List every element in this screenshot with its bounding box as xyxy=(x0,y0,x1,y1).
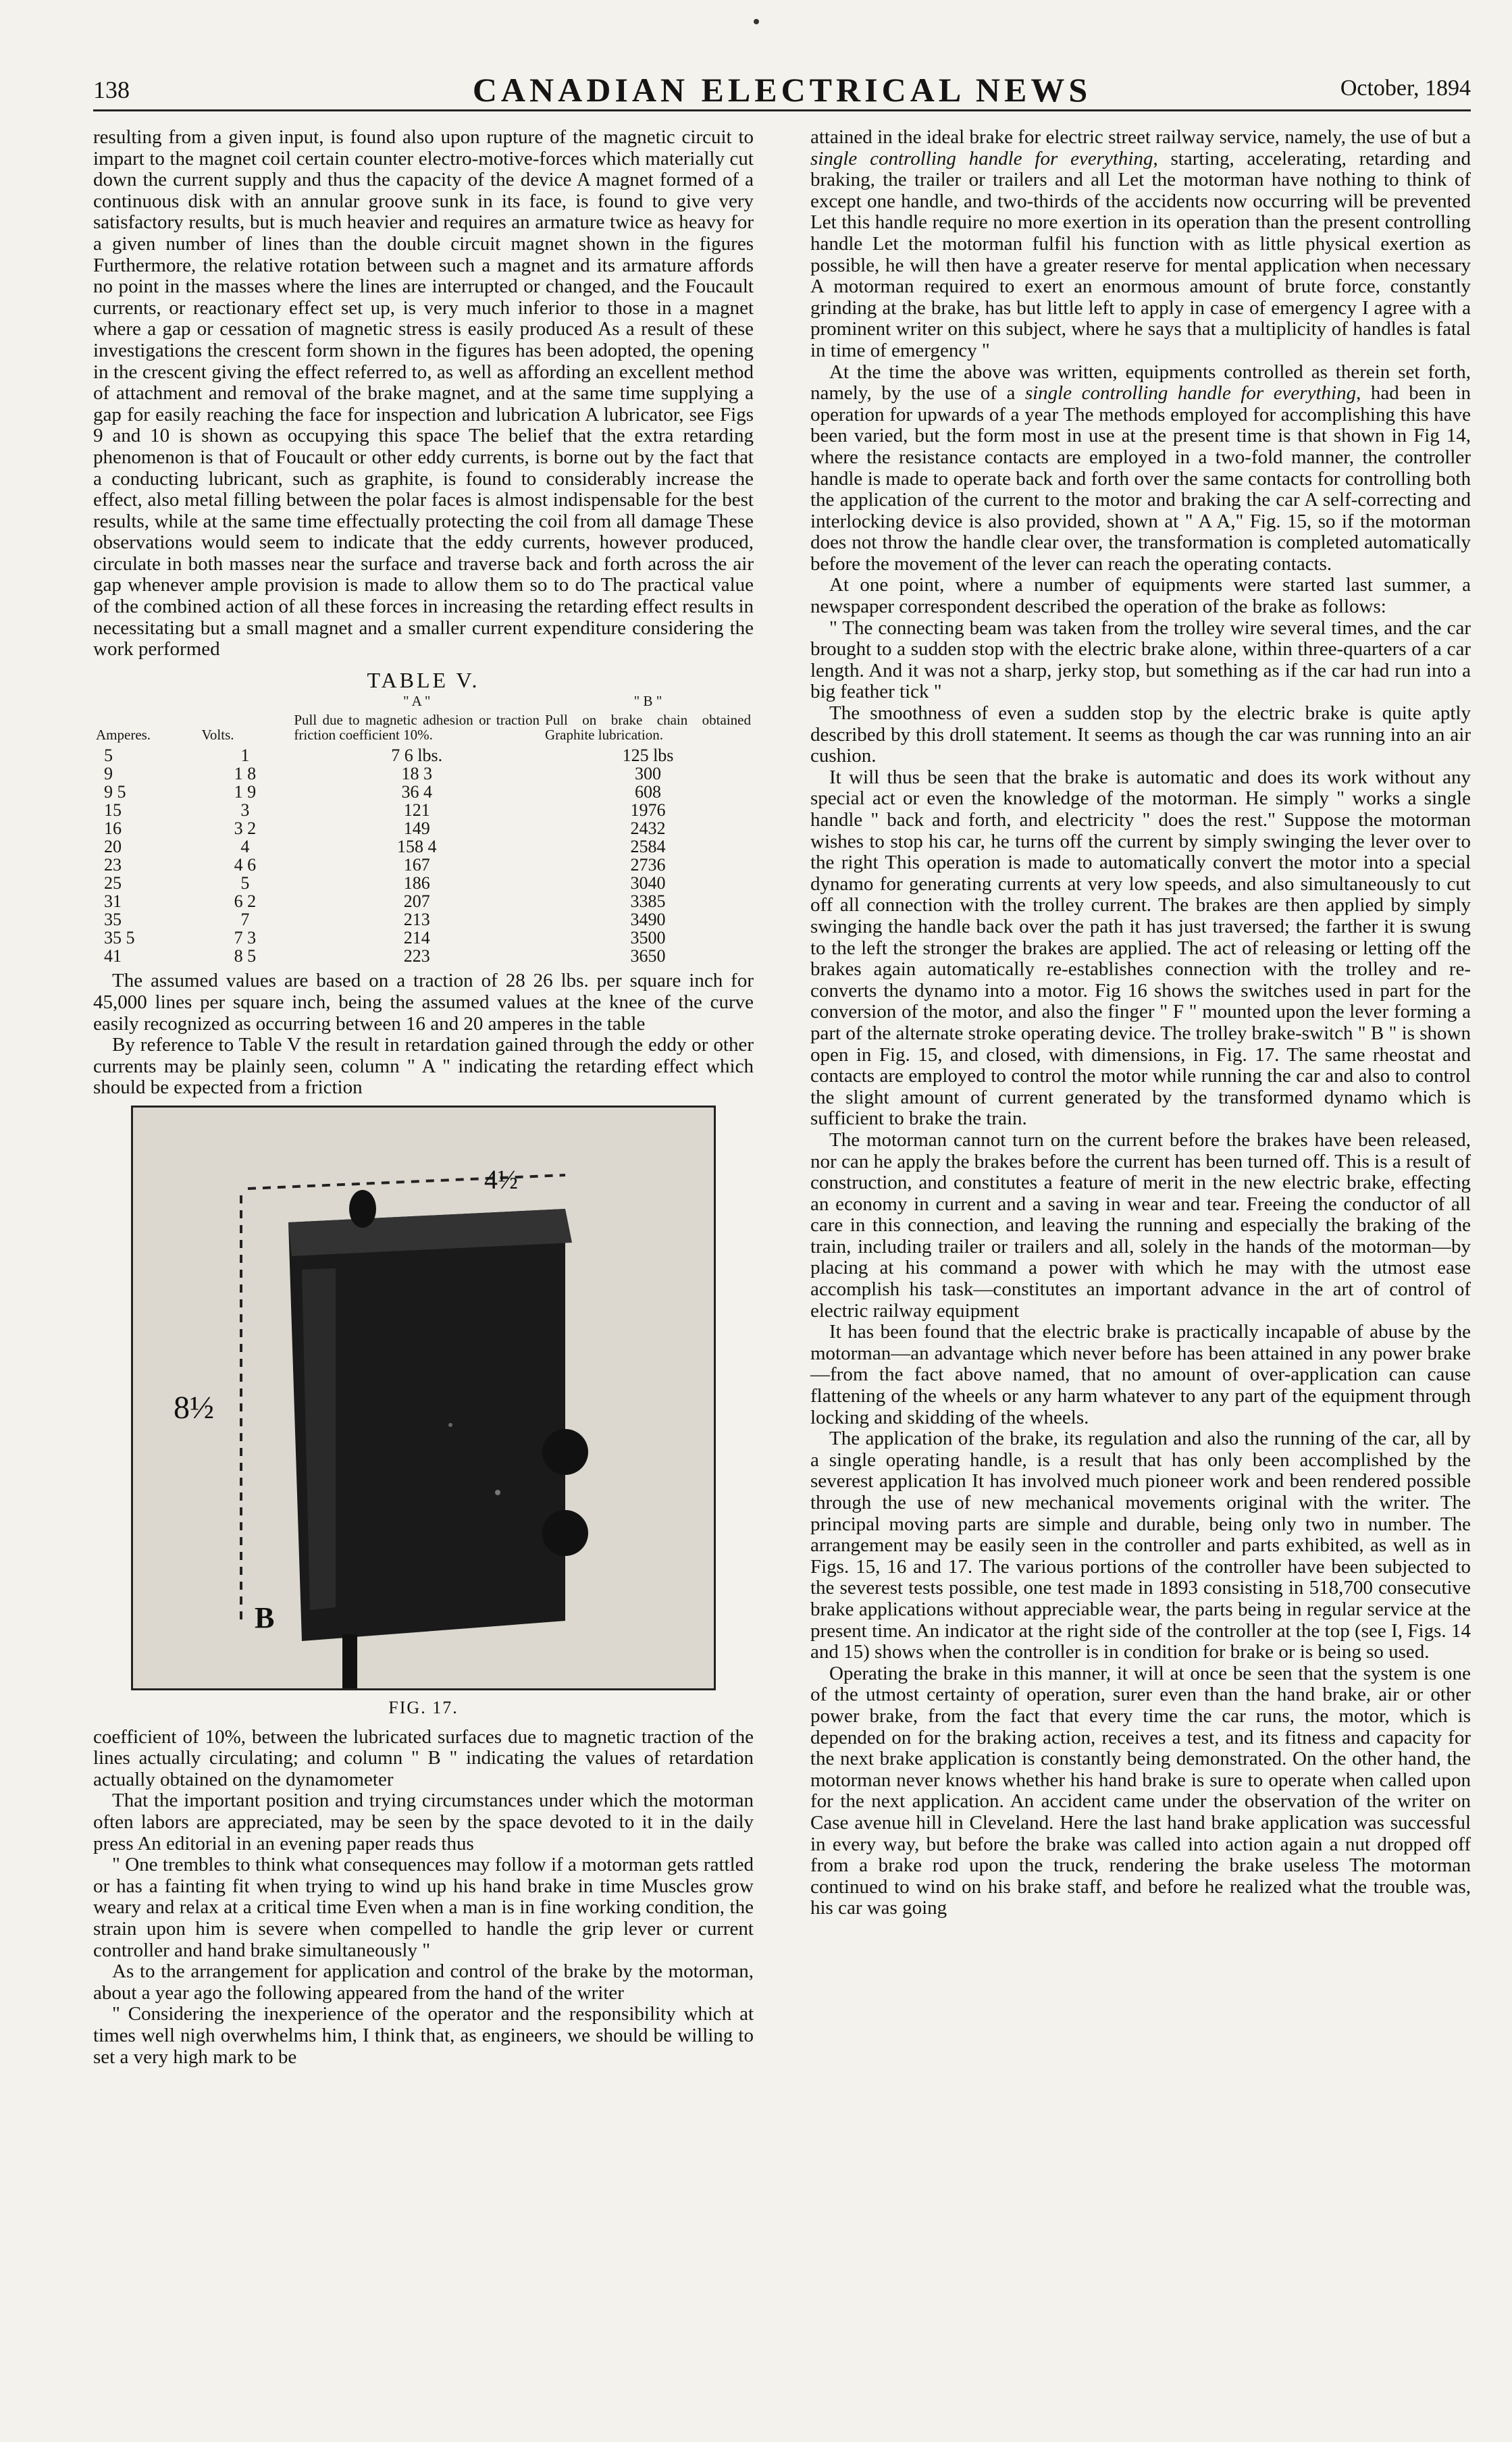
paragraph: coefficient of 10%, between the lubricated surfaces due to magnetic traction of the lines actually circulating; and column " B " indicating the values of retardation actually obtained on the dynamometer xyxy=(93,1725,754,1790)
table-cell: 9 5 xyxy=(104,782,126,802)
paragraph: That the important position and trying circumstances under which the motorman often labors are appreciated, may be seen by the space devoted to it in the daily press An editorial in an evening paper reads thus xyxy=(93,1790,754,1854)
table-cell: 3040 xyxy=(630,873,666,893)
left-column xyxy=(93,127,754,2068)
table-cell: 16 xyxy=(104,819,122,839)
table-cell: 5 xyxy=(240,873,250,893)
table-cell: 3500 xyxy=(630,928,666,948)
table-cell: 4 xyxy=(240,837,250,857)
table-cell: 25 xyxy=(104,873,122,893)
table-cell: 36 4 xyxy=(401,782,432,802)
table-row xyxy=(93,746,754,764)
table-cell: 20 xyxy=(104,837,122,857)
table-row xyxy=(93,892,754,910)
table-row xyxy=(93,764,754,783)
table-cell: 223 xyxy=(403,946,430,966)
paragraph: By reference to Table V the result in retardation gained through the eddy or other currents may be plainly seen, column " A " indicating the retarding effect which should be expected from a friction xyxy=(93,1034,754,1099)
dimension-top-label: 4½ xyxy=(484,1164,518,1195)
paragraph: It has been found that the electric brake is practically incapable of abuse by the motorman—an advantage which never before has been attained in any power brake—from the fact above named, that no amount of over-application can cause flattening of the wheels or any harm whatever to any part of the equipment through locking and skidding of the wheels. xyxy=(810,1321,1471,1428)
table-cell: 121 xyxy=(403,800,430,821)
table-row xyxy=(93,929,754,947)
table-cell: 608 xyxy=(635,782,661,802)
table-row xyxy=(93,819,754,837)
data-table xyxy=(93,694,754,965)
brake-switch-photo xyxy=(133,1108,714,1688)
text-run: At the time the above was written, equipments controlled as therein set forth, namely, by the use of a xyxy=(810,361,1471,405)
text-run: , starting, accelerating, retarding and braking, the trailer or trailers and all Let the motorman have nothing to think of except one handle, and two-thirds of the accidents now occurring will be prevented Let this handle require no more exertion in its operation than the present controlling handle Let the motorman fulfil his function with as little physical exertion as possible, he will then have a greater reserve for mental application when necessary A motorman required to exert an enormous amount of brute force, constantly grinding at the brake, has but little left to apply in case of emergency I agree with a prominent writer on this subject, where he says that a multiplicity of handles is fatal in time of emergency " xyxy=(810,147,1471,361)
table-cell: 3385 xyxy=(630,891,666,912)
table-v xyxy=(93,667,754,966)
emphasis-text: single controlling handle for everything xyxy=(1024,382,1357,405)
page-number: 138 xyxy=(93,76,130,103)
table-row xyxy=(93,783,754,801)
paragraph: As to the arrangement for application and control of the brake by the motorman, about a year ago the following appeared from the hand of the writer xyxy=(93,1960,754,2004)
table-cell: 149 xyxy=(403,819,430,839)
paragraph: " The connecting beam was taken from the trolley wire several times, and the car brought to a sudden stop with the electric brake alone, within three-quarters of a car length. And it was not a sharp, jerky stop, but something as if the car had run into a big feather tick " xyxy=(810,617,1471,703)
table-cell: 23 xyxy=(104,855,122,875)
table-cell: 35 xyxy=(104,910,122,930)
printer-dot xyxy=(754,19,759,24)
table-cell: 2584 xyxy=(630,837,666,857)
table-cell: 18 3 xyxy=(401,764,432,784)
table-cell: 1 9 xyxy=(234,782,257,802)
table-body xyxy=(93,746,754,965)
figure-caption: FIG. 17. xyxy=(388,1698,459,1717)
table-cell: 125 lbs xyxy=(622,746,674,766)
table-cell: 4 6 xyxy=(234,855,257,875)
publication-title: CANADIAN ELECTRICAL NEWS xyxy=(472,71,1092,109)
page-header xyxy=(93,70,1471,111)
table-cell: 2736 xyxy=(630,855,666,875)
figure-17 xyxy=(131,1106,716,1690)
table-cell: 7 3 xyxy=(234,928,257,948)
paragraph: The assumed values are based on a traction of 28 26 lbs. per square inch for 45,000 lines per square inch, being the assumed values at the knee of the curve easily recognized as occurring between 16 and 20 amperes in the table xyxy=(93,970,754,1035)
table-row xyxy=(93,947,754,965)
table-cell: 5 xyxy=(104,746,113,766)
paragraph xyxy=(810,127,1471,362)
paragraph: " Considering the inexperience of the operator and the responsibility which at times well nigh overwhelms him, I think that, as engineers, we should be willing to set a very high mark to be xyxy=(93,2003,754,2068)
table-cell: 213 xyxy=(403,910,430,930)
table-row xyxy=(93,837,754,856)
paragraph: resulting from a given input, is found also upon rupture of the magnetic circuit to impart to the magnet coil certain counter electro-motive-forces which materially cut down the current supply and thus the capacity of the device A magnet formed of a continuous disk with an annular groove sunk in its face, is found to give very satisfactory results, but is much heavier and requires an armature twice as heavy for a given number of lines than the double circuit magnet shown in the figures Furthermore, the relative rotation between such a magnet and its armature affords no point in the masses where the lines are interrupted or changed, and the Foucault currents, or reactionary effect set up, is very much inferior to those in a magnet where a gap or cessation of magnetic stress is easily produced As a result of these investigations the crescent form shown in the figures has been adopted, the opening in the crescent giving the effect referred to, as well as affording an excellent method of attachment and removal of the brake magnet, and at the same time supplying a gap for easily reaching the face for inspection and lubrication A lubricator, see Figs 9 and 10 is shown as occupying this space The belief that the extra retarding phenomenon is that of Foucault or other eddy currents, is borne out by the fact that a conducting lubricant, such as graphite, is found to considerably increase the effect, also metal filling between the polar faces is almost indispensable for the best results, while at the same time effectually protecting the coil from all damage These observations would seem to indicate that the eddy currents, however produced, circulate in both masses near the surface and traverse back and forth across the air gap whenever ample provision is made to allow them so to do The practical value of the combined action of all these forces in increasing the retarding effect results in necessitating but a small magnet and a smaller current expenditure considering the work performed xyxy=(93,126,754,660)
paragraph: " One trembles to think what consequences may follow if a motorman gets rattled or has a fainting fit when trying to wind up his hand brake in time Muscles grow weary and relax at a critical time Even when a man is in fine working condition, the strain upon him is severe when compelled to handle the grip lever or current controller and hand brake simultaneously " xyxy=(93,1854,754,1961)
table-cell: 7 6 lbs. xyxy=(391,746,443,766)
table-cell: 1 xyxy=(240,746,250,766)
paragraph xyxy=(810,362,1471,575)
text-run: , had been in operation for upwards of a year The methods employed for accomplishing this have been varied, but the form most in use at the present time is that shown in Fig 14, where the resistance contacts are employed in a two-fold manner, the controller handle is made to operate back and forth over the same contacts for controlling both the application of the current to the motor and braking the car A self-correcting and interlocking device is also provided, shown at " A A," Fig. 15, so if the motorman does not throw the handle clear over, the transformation is completed automatically before the movement of the lever can reach the operating contacts. xyxy=(810,382,1471,575)
table-cell: 8 5 xyxy=(234,946,257,966)
emphasis-text: single controlling handle for everything xyxy=(810,147,1153,170)
right-column xyxy=(810,127,1471,1919)
table-row xyxy=(93,874,754,892)
table-header: Volts. xyxy=(201,727,234,744)
table-cell: 15 xyxy=(104,800,122,821)
table-cell: 2432 xyxy=(630,819,666,839)
paragraph: The smoothness of even a sudden stop by the electric brake is quite aptly described by this droll statement. It seems as though the car was running into an air cushion. xyxy=(810,702,1471,767)
paragraph: The application of the brake, its regulation and also the running of the car, all by a single operating handle, is a result that has only been accomplished by the severest application It has involved much pioneer work and been rendered possible through the use of new mechanical movements original with the writer. The principal moving parts are simple and durable, being only two in number. The arrangement may be easily seen in the controller and parts exhibited, as well as in Figs. 15, 16 and 17. The various portions of the controller have been subjected to the severest tests possible, one test made in 1893 consisting in 518,700 consecutive brake applications without appreciable wear, the parts being in regular service at the present time. An indicator at the right side of the controller at the top (see I, Figs. 14 and 15) shows when the controller is in condition for brake or is being so used. xyxy=(810,1428,1471,1663)
table-cell: 1976 xyxy=(630,800,666,821)
table-cell: 3650 xyxy=(630,946,666,966)
table-cell: 6 2 xyxy=(234,891,257,912)
text-run: attained in the ideal brake for electric street railway service, namely, the use of but a xyxy=(810,126,1471,148)
paragraph: It will thus be seen that the brake is automatic and does its work without any special act or even the knowledge of the motorman. He simply " works a single handle " back and forth, and electricity " does the rest." Suppose the motorman wishes to stop his car, he turns off the current by simply swinging the lever over to the right This operation is made to automatically convert the motor into a special dynamo for generating currents at very low speeds, and also simultaneously to cut off all connection with the trolley current. The brakes are then applied by simply swinging the handle back over the path it has just traversed; the farther it is swung to the left the stronger the brakes are applied. The act of releasing or letting off the brakes again automatically re-establishes connection with the trolley and re-converts the dynamo into a motor. Fig 16 shows the switches used in part for the conversion of the motor, and also the finger " F " mounted upon the lever forming a part of the alternate stroke operating device. The trolley brake-switch " B " is shown open in Fig. 15, and closed, with dimensions, in Fig. 17. The same rheostat and contacts are employed to control the motor while running the car and also to control the slight amount of current generated by the transformed dynamo which is sufficient to brake the train. xyxy=(810,766,1471,1130)
table-cell: 214 xyxy=(403,928,430,948)
dimension-side-label: 8½ xyxy=(174,1390,214,1426)
table-header: " B " xyxy=(633,693,662,710)
table-header: " A " xyxy=(402,693,431,710)
table-cell: 3 xyxy=(240,800,250,821)
table-cell: 3 2 xyxy=(234,819,257,839)
table-row xyxy=(93,856,754,874)
table-row xyxy=(93,910,754,929)
table-cell: 7 xyxy=(240,910,250,930)
table-cell: 3490 xyxy=(630,910,666,930)
figure-letter-b: B xyxy=(255,1601,275,1634)
table-cell: 41 xyxy=(104,946,122,966)
paragraph: At one point, where a number of equipments were started last summer, a newspaper correspondent described the operation of the brake as follows: xyxy=(810,574,1471,618)
table-cell: 300 xyxy=(635,764,661,784)
table-header: Pull due to magnetic adhesion or traction friction coefficient 10%. xyxy=(294,712,540,744)
paragraph: Operating the brake in this manner, it will at once be seen that the system is one of the utmost certainty of operation, surer even than the hand brake, air or other power brake, from the fact that every time the car runs, the motor, which is depended on for the braking action, receives a test, and its fitness and capacity for the next brake application is constantly being demonstrated. On the other hand, the motorman never knows whether his hand brake is sure to operate when called upon for the next application. An accident came under the observation of the writer on Case avenue hill in Cleveland. Here the last hand brake application was successful in every way, but before the brake was called into action again a nut dropped off from a brake rod upon the truck, rendering the brake useless The motorman continued to wind on his brake staff, and before he realized what the trouble was, his car was going xyxy=(810,1662,1471,1919)
table-header xyxy=(199,694,291,712)
table-row xyxy=(93,801,754,819)
table-cell: 31 xyxy=(104,891,122,912)
table-cell: 207 xyxy=(403,891,430,912)
issue-date: October, 1894 xyxy=(1340,76,1471,101)
table-cell: 9 xyxy=(104,764,113,784)
table-title: TABLE V. xyxy=(367,667,480,692)
paragraph: The motorman cannot turn on the current before the brakes have been released, nor can he apply the brakes before the current has been turned off. This is a result of construction, and constitutes a feature of merit in the new electric brake, effecting an economy in current and a saving in wear and tear. Freeing the conductor of all care in this connection, and leaving the running and especially the braking of the train, including trailer or trailers and all, solely in the hands of the motorman—by placing at his command a power with which he may with the utmost ease accomplish his task—constitutes an important advance in the art of control of electric railway equipment xyxy=(810,1128,1471,1322)
table-cell: 158 4 xyxy=(396,837,437,857)
table-cell: 35 5 xyxy=(104,928,135,948)
table-header: Amperes. xyxy=(96,727,151,744)
table-cell: 186 xyxy=(403,873,430,893)
table-cell: 167 xyxy=(403,855,430,875)
table-header xyxy=(93,694,199,712)
table-header: Pull on brake chain obtained Graphite lubrication. xyxy=(545,712,751,744)
table-cell: 1 8 xyxy=(234,764,257,784)
